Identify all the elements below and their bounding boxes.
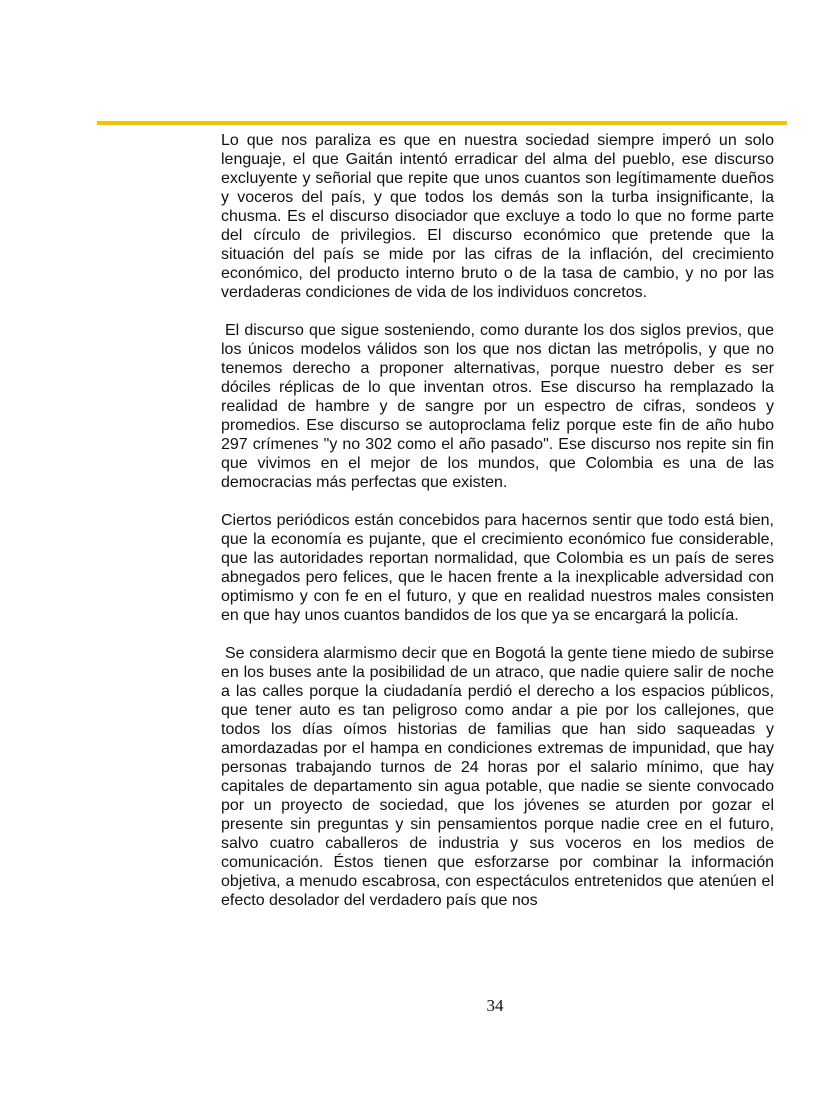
paragraph-4: Se considera alarmismo decir que en Bogotá la gente tiene miedo de subirse en los buses ante la posibilidad de un atraco, que nadie quiere salir de noche a las calles porque la ciudadanía perdió el derecho a los espacios públicos, que tener auto es tan peligroso como andar a pie por los callejones, que todos los días oímos historias de familias que han sido saqueadas y amordazadas por el hampa en condiciones extremas de impunidad, que hay personas trabajando turnos de 24 horas por el salario mínimo, que hay capitales de departamento sin agua potable, que nadie se siente convocado por un proyecto de sociedad, que los jóvenes se aturden por gozar el presente sin preguntas y sin pensamientos porque nadie cree en el futuro, salvo cuatro caballeros de industria y sus voceros en los medios de comunicación. Éstos tienen que esforzarse por combinar la información objetiva, a menudo escabrosa, con espectáculos entretenidos que atenúen el efecto desolador del verdadero país que nos (221, 645, 774, 909)
paragraph-1: Lo que nos paraliza es que en nuestra sociedad siempre imperó un solo lenguaje, el que Gaitán intentó erradicar del alma del pueblo, ese discurso excluyente y señorial que repite que unos cuantos son legítimamente dueños y voceros del país, y que todos los demás son la turba insignificante, la chusma. Es el discurso disociador que excluye a todo lo que no forme parte del círculo de privilegios. El discurso económico que pretende que la situación del país se mide por las cifras de la inflación, del crecimiento económico, del producto interno bruto o de la tasa de cambio, y no por las verdaderas condiciones de vida de los individuos concretos. (221, 132, 774, 301)
page-number: 34 (486, 996, 504, 1015)
header-rule (97, 121, 787, 125)
body-text (221, 131, 774, 929)
paragraph-3: Ciertos periódicos están concebidos para hacernos sentir que todo está bien, que la economía es pujante, que el crecimiento económico fue considerable, que las autoridades reportan normalidad, que Colombia es un país de seres abnegados pero felices, que le hacen frente a la inexplicable adversidad con optimismo y con fe en el futuro, y que en realidad nuestros males consisten en que hay unos cuantos bandidos de los que ya se encargará la policía. (221, 512, 774, 624)
paragraph-2: El discurso que sigue sosteniendo, como durante los dos siglos previos, que los únicos modelos válidos son los que nos dictan las metrópolis, y que no tenemos derecho a proponer alternativas, porque nuestro deber es ser dóciles réplicas de lo que inventan otros. Ese discurso ha remplazado la realidad de hambre y de sangre por un espectro de cifras, sondeos y promedios. Ese discurso se autoproclama feliz porque este fin de año hubo 297 crímenes "y no 302 como el año pasado". Ese discurso nos repite sin fin que vivimos en el mejor de los mundos, que Colombia es una de las democracias más perfectas que existen. (221, 322, 774, 491)
